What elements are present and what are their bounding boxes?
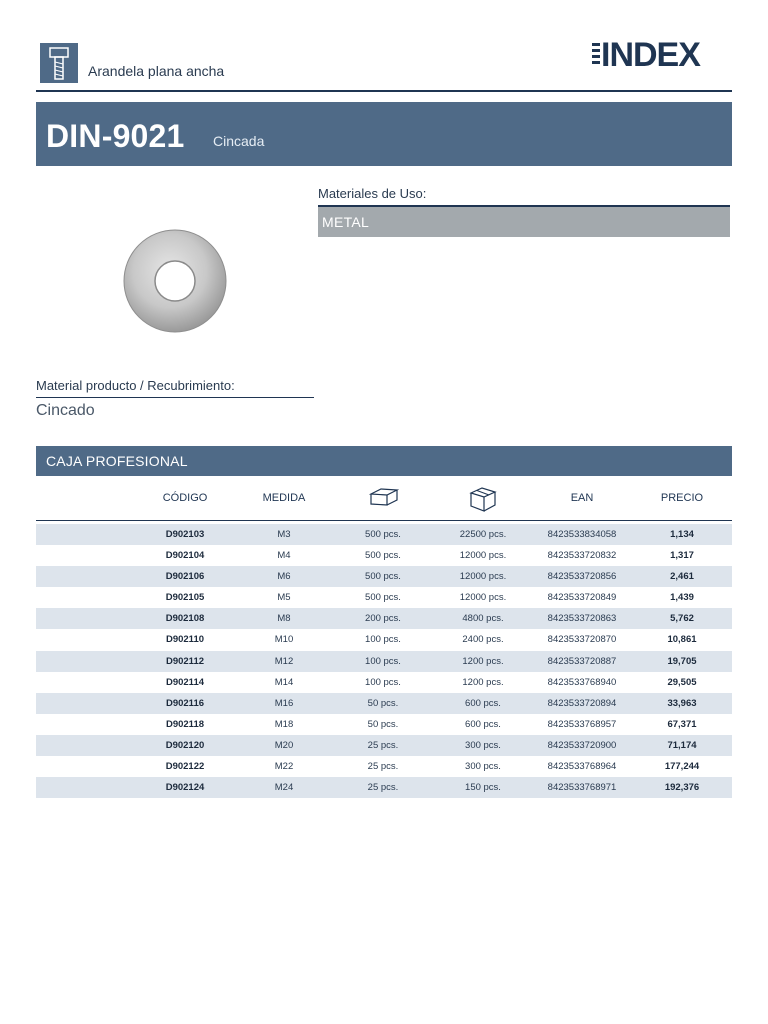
cell-carton: 2400 pcs.	[462, 634, 504, 646]
cell-code: D902124	[165, 782, 205, 794]
cell-carton: 600 pcs.	[465, 718, 501, 730]
cell-size: M16	[274, 697, 294, 709]
cell-size: M12	[274, 655, 294, 667]
cell-size: M20	[274, 739, 294, 751]
cell-carton: 12000 pcs.	[459, 592, 507, 604]
cell-ean: 8423533768971	[547, 782, 617, 794]
cell-code: D902120	[165, 739, 205, 751]
cell-box: 500 pcs.	[365, 571, 401, 583]
cell-price: 33,963	[667, 697, 697, 709]
cell-code: D902103	[165, 529, 205, 540]
col-header-code: CÓDIGO	[162, 492, 208, 504]
washer-image	[122, 228, 228, 339]
cell-ean: 8423533834058	[547, 529, 617, 540]
table-row	[36, 629, 732, 650]
uso-value: METAL	[322, 214, 370, 230]
uso-bar	[318, 205, 730, 237]
cell-code: D902122	[165, 761, 205, 773]
table-row	[36, 735, 732, 756]
cell-carton: 600 pcs.	[465, 697, 501, 709]
cell-price: 5,762	[670, 613, 694, 625]
cell-price: 71,174	[667, 739, 697, 751]
cell-carton: 22500 pcs.	[459, 529, 507, 540]
cell-carton: 4800 pcs.	[462, 613, 504, 625]
table-row	[36, 714, 732, 735]
col-header-price: PRECIO	[660, 492, 704, 504]
cell-ean: 8423533720863	[547, 613, 617, 625]
cell-ean: 8423533768964	[547, 761, 617, 773]
cell-code: D902118	[165, 718, 205, 730]
cell-box: 25 pcs.	[367, 782, 399, 794]
cell-box: 200 pcs.	[365, 613, 401, 625]
cell-size: M3	[277, 529, 291, 540]
cell-price: 1,134	[670, 529, 694, 540]
cell-carton: 300 pcs.	[465, 739, 501, 751]
cell-code: D902112	[165, 655, 205, 667]
material-label: Material producto / Recubrimiento:	[36, 378, 235, 393]
cell-carton: 12000 pcs.	[459, 550, 507, 562]
brand-logo	[592, 34, 718, 77]
cell-size: M5	[277, 592, 291, 604]
table-row	[36, 608, 732, 629]
cell-code: D902114	[165, 676, 205, 688]
cell-box: 100 pcs.	[365, 634, 401, 646]
cell-ean: 8423533720894	[547, 697, 617, 709]
table-row	[36, 777, 732, 798]
table-header-rule	[36, 520, 732, 521]
bolt-category-icon	[40, 43, 78, 83]
packaging-table-body	[36, 524, 732, 798]
table-row	[36, 587, 732, 608]
cell-size: M8	[277, 613, 291, 625]
cell-price: 19,705	[667, 655, 697, 667]
cell-carton: 150 pcs.	[465, 782, 501, 794]
cell-price: 29,505	[667, 676, 697, 688]
cell-size: M14	[274, 676, 294, 688]
cell-size: M18	[274, 718, 294, 730]
finish-subtitle: Cincada	[213, 133, 265, 149]
cell-price: 67,371	[667, 718, 697, 730]
category-title: Arandela plana ancha	[88, 63, 225, 79]
cell-price: 2,461	[670, 571, 694, 583]
table-row	[36, 756, 732, 777]
cell-box: 25 pcs.	[367, 739, 399, 751]
cell-size: M6	[277, 571, 291, 583]
cell-carton: 300 pcs.	[465, 761, 501, 773]
cell-price: 177,244	[664, 761, 700, 773]
cell-ean: 8423533768940	[547, 676, 617, 688]
material-value: Cincado	[36, 402, 95, 419]
cell-ean: 8423533720832	[547, 550, 617, 562]
cell-box: 25 pcs.	[367, 761, 399, 773]
cell-size: M4	[277, 550, 291, 562]
cell-carton: 12000 pcs.	[459, 571, 507, 583]
table-row	[36, 524, 732, 545]
table-row	[36, 545, 732, 566]
cell-ean: 8423533720849	[547, 592, 617, 604]
header-divider	[36, 90, 732, 92]
cell-code: D902106	[165, 571, 205, 583]
cell-code: D902116	[165, 697, 205, 709]
cell-box: 500 pcs.	[365, 550, 401, 562]
cell-box: 500 pcs.	[365, 592, 401, 604]
packaging-title: CAJA PROFESIONAL	[46, 453, 188, 469]
cell-price: 1,317	[670, 550, 694, 562]
cell-ean: 8423533768957	[547, 718, 617, 730]
table-row	[36, 651, 732, 672]
cell-code: D902105	[165, 592, 205, 604]
table-row	[36, 566, 732, 587]
cell-price: 10,861	[667, 634, 697, 646]
cell-carton: 1200 pcs.	[462, 676, 504, 688]
col-header-ean: EAN	[570, 492, 594, 504]
table-row	[36, 693, 732, 714]
material-divider	[36, 397, 314, 398]
table-row	[36, 672, 732, 693]
cell-ean: 8423533720900	[547, 739, 617, 751]
cell-size: M22	[274, 761, 294, 773]
uso-label: Materiales de Uso:	[318, 186, 427, 201]
cell-box: 50 pcs.	[367, 697, 399, 709]
cell-code: D902108	[165, 613, 205, 625]
cell-ean: 8423533720887	[547, 655, 617, 667]
carton-box-icon	[468, 485, 498, 518]
brand-text: INDEX	[601, 36, 700, 72]
small-box-icon	[369, 485, 399, 512]
cell-size: M24	[274, 782, 294, 794]
col-header-size: MEDIDA	[262, 492, 306, 504]
standard-title: DIN-9021	[46, 118, 185, 154]
cell-price: 1,439	[670, 592, 694, 604]
cell-box: 50 pcs.	[367, 718, 399, 730]
cell-price: 192,376	[664, 782, 700, 794]
cell-code: D902110	[165, 634, 205, 646]
cell-size: M10	[274, 634, 294, 646]
cell-carton: 1200 pcs.	[462, 655, 504, 667]
cell-ean: 8423533720870	[547, 634, 617, 646]
cell-code: D902104	[165, 550, 205, 562]
cell-ean: 8423533720856	[547, 571, 617, 583]
cell-box: 100 pcs.	[365, 676, 401, 688]
cell-box: 100 pcs.	[365, 655, 401, 667]
cell-box: 500 pcs.	[365, 529, 401, 540]
